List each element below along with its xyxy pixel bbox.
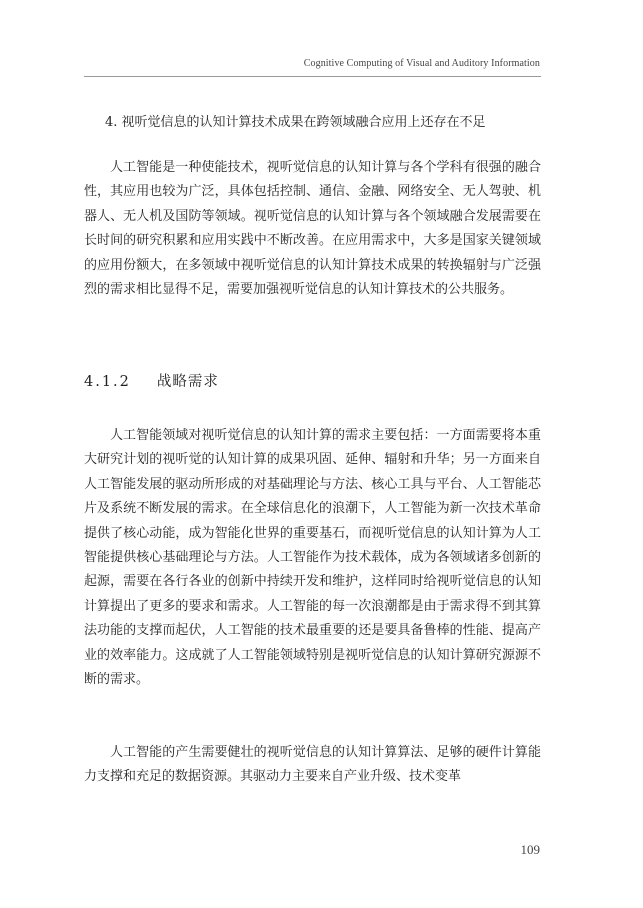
running-header: Cognitive Computing of Visual and Auditory Information	[303, 58, 540, 69]
header-rule	[84, 76, 541, 77]
subsection-number: 4.1.2	[84, 374, 131, 390]
section-heading: 4. 视听觉信息的认知计算技术成果在跨领域融合应用上还存在不足	[105, 115, 486, 130]
subsection-title: 战略需求	[156, 374, 219, 390]
body-paragraph: 人工智能的产生需要健壮的视听觉信息的认知计算算法、足够的硬件计算能力支撑和充足的数据资源。其驱动力主要来自产业升级、技术变革	[84, 745, 541, 785]
subsection-heading	[84, 369, 219, 395]
body-paragraph: 人工智能是一种使能技术，视听觉信息的认知计算与各个学科有很强的融合性，其应用也较为广泛，具体包括控制、通信、金融、网络安全、无人驾驶、机器人、无人机及国防等领域。视听觉信息的认知计算与各个领域融合发展需要在长时间的研究积累和应用实践中不断改善。在应用需求中，大多是国家关键领域的应用份额大，在多领域中视听觉信息的认知计算技术成果的转换辐射与广泛强烈的需求相比显得不足，需要加强视听觉信息的认知计算技术的公共服务。	[84, 160, 541, 298]
page-number: 109	[520, 842, 540, 857]
body-paragraph: 人工智能领域对视听觉信息的认知计算的需求主要包括：一方面需要将本重大研究计划的视听觉的认知计算的成果巩固、延伸、辐射和升华；另一方面来自人工智能发展的驱动所形成的对基础理论与方法、核心工具与平台、人工智能芯片及系统不断发展的需求。在全球信息化的浪潮下，人工智能为新一次技术革命提供了核心动能，成为智能化世界的重要基石，而视听觉信息的认知计算为人工智能提供核心基础理论与方法。人工智能作为技术载体，成为各领域诸多创新的起源，需要在各行各业的创新中持续开发和维护，这样同时给视听觉信息的认知计算提出了更多的要求和需求。人工智能的每一次浪潮都是由于需求得不到其算法功能的支撑而起伏，人工智能的技术最重要的还是要具备鲁棒的性能、提高产业的效率能力。这成就了人工智能领域特别是视听觉信息的认知计算研究源源不断的需求。	[84, 428, 541, 688]
